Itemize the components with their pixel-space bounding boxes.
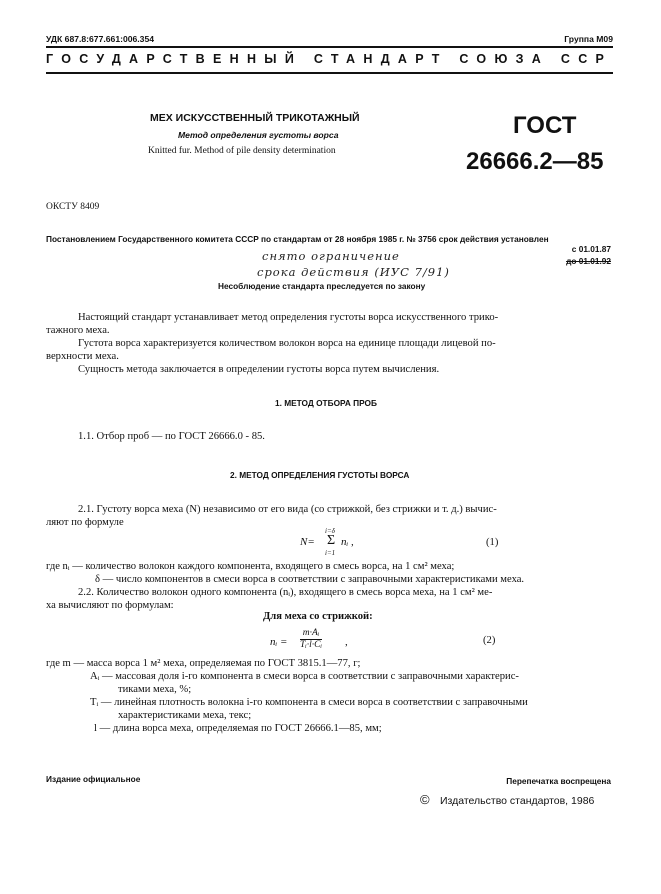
- definition-m: где m — масса ворса 1 м² меха, определяемая по ГОСТ 3815.1—77, г;: [46, 658, 361, 669]
- formula2-fraction: [300, 628, 322, 651]
- udk-code: УДК 687.8:677.661:006.354: [46, 34, 155, 44]
- formula1-lhs: N=: [300, 536, 315, 548]
- formula2-lhs: nᵢ =: [270, 636, 288, 648]
- p21-line2: ляют по формуле: [46, 517, 124, 528]
- doc-title-english: Knitted fur. Method of pile density determination: [148, 146, 336, 156]
- definition-A-line2: тиками меха, %;: [118, 684, 192, 695]
- definition-delta: δ — число компонентов в смеси ворса в соответствии с заправочными характеристиками меха.: [95, 574, 525, 585]
- header-rule-bottom: [46, 72, 613, 74]
- p22-line2: ха вычисляют по формулам:: [46, 600, 174, 611]
- oksty-code: ОКСТУ 8409: [46, 202, 100, 212]
- definition-A-line1: Aᵢ — массовая доля i-го компонента в смеси ворса в соответствии с заправочными характерис-: [90, 671, 519, 682]
- formula2-denominator: Tᵢ·l·Cᵢ: [300, 640, 323, 650]
- intro-p2-line2: верхности меха.: [46, 351, 119, 362]
- group-code: Группа М09: [564, 34, 613, 44]
- date-to-struck: до 01.01.92: [566, 256, 611, 266]
- gost-label: ГОСТ: [513, 112, 577, 139]
- definition-ni: где nᵢ — количество волокон каждого компонента, входящего в смесь ворса, на 1 см² меха;: [46, 561, 455, 572]
- formula1-number: (1): [486, 537, 499, 548]
- handwritten-note-line1: снято ограничение: [262, 249, 400, 263]
- p22-line1: 2.2. Количество волокон одного компонента (nᵢ), входящего в смесь ворса меха, на 1 см² ме-: [78, 587, 493, 598]
- official-edition: Издание официальное: [46, 774, 141, 784]
- doc-subtitle: Метод определения густоты ворса: [178, 130, 339, 140]
- section2-heading: 2. МЕТОД ОПРЕДЕЛЕНИЯ ГУСТОТЫ ВОРСА: [230, 470, 410, 480]
- section1-heading: 1. МЕТОД ОТБОРА ПРОБ: [275, 398, 377, 408]
- copyright-icon: ©: [420, 792, 430, 807]
- doc-title: МЕХ ИСКУССТВЕННЫЙ ТРИКОТАЖНЫЙ: [150, 112, 360, 124]
- formula1-sum-bottom: i=1: [325, 549, 336, 557]
- formula2-numerator: m·Aᵢ: [300, 628, 322, 640]
- violation-notice: Несоблюдение стандарта преследуется по закону: [218, 281, 426, 291]
- intro-p1-line1: Настоящий стандарт устанавливает метод определения густоты ворса искусственного трико-: [78, 312, 499, 323]
- header-rule-top: [46, 46, 613, 48]
- definition-l: l — длина ворса меха, определяемая по ГОСТ 26666.1—85, мм;: [94, 723, 382, 734]
- formula1-rhs: nᵢ ,: [341, 536, 354, 548]
- p21-line1: 2.1. Густоту ворса меха (N) независимо от его вида (со стрижкой, без стрижки и т. д.) вычис-: [78, 504, 497, 515]
- definition-T-line1: Tᵢ — линейная плотность волокна i-го компонента в смеси ворса в соответствии с заправочными: [90, 697, 528, 708]
- formula2-comma: ,: [345, 636, 348, 648]
- intro-p1-line2: тажного меха.: [46, 325, 110, 336]
- formula1-sum-symbol: Σ: [327, 533, 336, 548]
- gost-number: 26666.2—85: [466, 148, 604, 175]
- definition-T-line2: характеристиками меха, текс;: [118, 710, 252, 721]
- handwritten-note-line2: срока действия (ИУС 7/91): [257, 265, 450, 279]
- date-from: с 01.01.87: [571, 244, 611, 254]
- org-title: ГОСУДАРСТВЕННЫЙ СТАНДАРТ СОЮЗА ССР: [46, 52, 613, 66]
- formula1-sum-top: i=δ: [325, 527, 335, 535]
- formula2-number: (2): [483, 635, 496, 646]
- intro-p2-line1: Густота ворса характеризуется количеством волокон ворса на единице площади лицевой по-: [78, 338, 496, 349]
- subheading-with-shearing: Для меха со стрижкой:: [263, 611, 373, 622]
- section1-p1: 1.1. Отбор проб — по ГОСТ 26666.0 - 85.: [78, 431, 265, 442]
- reprint-prohibited: Перепечатка воспрещена: [506, 776, 611, 786]
- publisher: Издательство стандартов, 1986: [440, 795, 595, 807]
- decree-text: Постановлением Государственного комитета СССР по стандартам от 28 ноября 1985 г. № 3756 срок действия установлен: [46, 234, 549, 244]
- intro-p3: Сущность метода заключается в определении густоты ворса путем вычисления.: [78, 364, 440, 375]
